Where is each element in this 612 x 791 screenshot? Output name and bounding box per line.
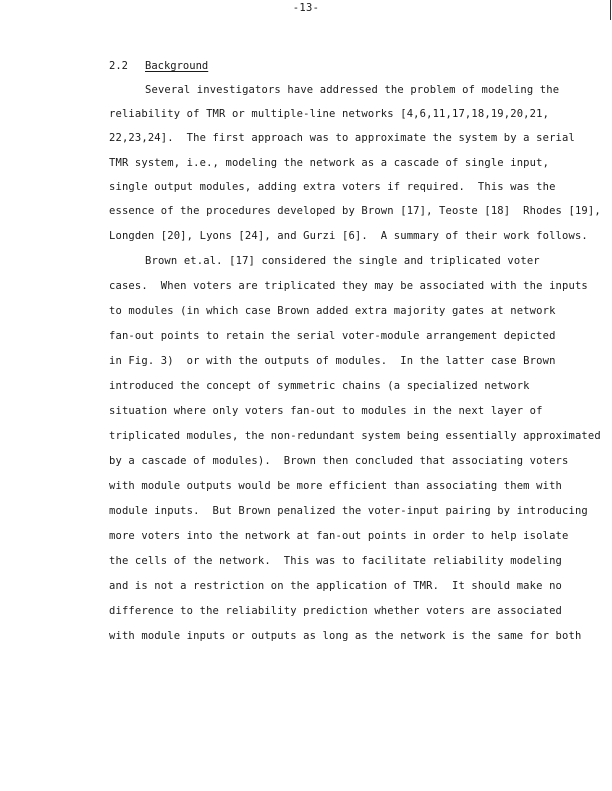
body-line: difference to the reliability prediction whether voters are associated (109, 605, 563, 617)
body-line: in Fig. 3) or with the outputs of modules. In the latter case Brown (109, 355, 556, 367)
body-line: 22,23,24]. The first approach was to approximate the system by a serial (109, 132, 575, 144)
body-line: module inputs. But Brown penalized the voter-input pairing by introducing (109, 505, 588, 517)
body-line: with module inputs or outputs as long as the network is the same for both (109, 630, 582, 642)
page-number: -13- (292, 2, 320, 14)
body-line: introduced the concept of symmetric chains (a specialized network (109, 380, 530, 392)
body-line: by a cascade of modules). Brown then concluded that associating voters (109, 455, 569, 467)
section-heading (109, 60, 208, 72)
body-line: the cells of the network. This was to facilitate reliability modeling (109, 555, 563, 567)
section-title: Background (145, 60, 209, 72)
body-line: with module outputs would be more efficient than associating them with (109, 480, 563, 492)
body-line: more voters into the network at fan-out points in order to help isolate (109, 530, 569, 542)
body-line: situation where only voters fan-out to modules in the next layer of (109, 405, 543, 417)
body-line: Brown et.al. [17] considered the single and triplicated voter (145, 255, 540, 267)
body-line: essence of the procedures developed by Brown [17], Teoste [18] Rhodes [19], (109, 205, 601, 217)
body-line: fan-out points to retain the serial voter-module arrangement depicted (109, 330, 556, 342)
body-line: Several investigators have addressed the problem of modeling the (145, 84, 560, 96)
body-line: cases. When voters are triplicated they may be associated with the inputs (109, 280, 588, 292)
body-line: triplicated modules, the non-redundant system being essentially approximated (109, 430, 601, 442)
edge-mark (610, 0, 611, 20)
body-line: to modules (in which case Brown added extra majority gates at network (109, 305, 556, 317)
body-line: reliability of TMR or multiple-line networks [4,6,11,17,18,19,20,21, (109, 108, 550, 120)
body-line: single output modules, adding extra voters if required. This was the (109, 181, 556, 193)
section-number: 2.2 (109, 60, 128, 72)
body-line: and is not a restriction on the application of TMR. It should make no (109, 580, 563, 592)
body-line: Longden [20], Lyons [24], and Gurzi [6]. A summary of their work follows. (109, 230, 588, 242)
body-line: TMR system, i.e., modeling the network as a cascade of single input, (109, 157, 550, 169)
